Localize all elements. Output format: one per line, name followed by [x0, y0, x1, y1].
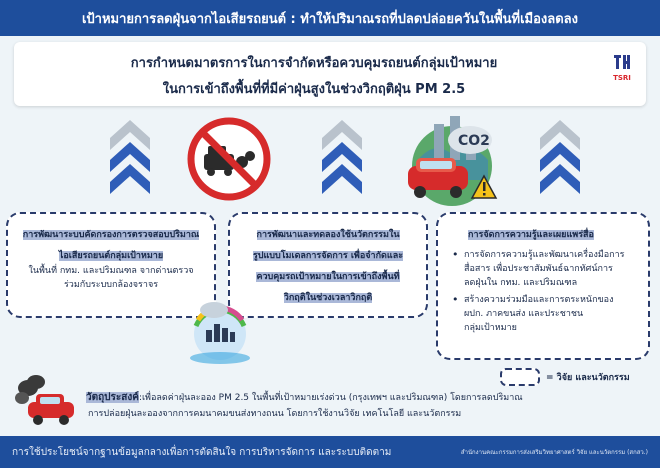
box1-body-1: ในพื้นที่ กทม. และปริมณฑล จากด่านตรวจ	[28, 266, 194, 276]
legend-label: = วิจัย และนวัตกรรม	[546, 373, 630, 383]
chevron-stack-1	[106, 116, 154, 206]
chevron-up-icon	[322, 164, 362, 194]
bullet-2-line-2: ผปก. ภาคขนส่ง และประชาชน	[464, 309, 584, 319]
box1-highlight-2: ไอเสียรถยนต์กลุ่มเป้าหมาย	[58, 251, 164, 261]
box2-line-4: วิกฤติในช่วงเวลาวิกฤติ	[283, 293, 373, 303]
bullet-1-line-3: ลดฝุ่นใน กทม. และปริมณฑล	[464, 278, 578, 288]
title-box	[14, 42, 646, 106]
box1-body-2: ร่วมกับระบบกล้องจราจร	[63, 280, 159, 290]
bullet-2-line-1: • สร้างความร่วมมือและการตระหนักของ	[464, 295, 614, 305]
heading-line-2: ในการเข้าถึงพื้นที่ที่มีค่าฝุ่นสูงในช่วงวิกฤติฝุ่น PM 2.5	[162, 82, 466, 97]
legend-swatch	[500, 368, 540, 386]
chevron-up-icon	[110, 164, 150, 194]
box2-line-2: รูปแบบโมเดลการจัดการ เพื่อจำกัดและ	[252, 251, 404, 261]
chevron-stack-2	[318, 116, 366, 206]
objective-line-2: การปล่อยฝุ่นละอองจากการคมนาคมขนส่งทางถนน โดยการใช้งานวิจัย เทคโนโลยี และนวัตกรรม	[88, 409, 462, 419]
list-item	[452, 293, 638, 335]
box3-bullet-list	[438, 248, 648, 335]
box2-line-1: การพัฒนาและทดลองใช้นวัตกรรมใน	[256, 230, 400, 240]
footer-lead: การใช้ประโยชน์จากฐานข้อมูลกลางเพื่อการตัดสินใจ การบริหารจัดการ และระบบติดตาม	[12, 446, 392, 458]
objective-label: วัตถุประสงค์	[86, 392, 139, 403]
heading-line-1: การกำหนดมาตรการในการจำกัดหรือควบคุมรถยนต์กลุ่มเป้าหมาย	[130, 56, 498, 71]
bullet-2-line-3: กลุ่มเป้าหมาย	[464, 323, 517, 333]
footer-org: สำนักงานคณะกรรมการส่งเสริมวิทยาศาสตร์ วิจัย และนวัตกรรม (สกสว.)	[460, 449, 648, 456]
car-co2-illustration	[394, 110, 510, 210]
list-item	[452, 248, 638, 290]
smoking-car-icon	[14, 374, 80, 430]
knowledge-management-box	[436, 212, 650, 360]
footer-banner	[0, 436, 660, 468]
no-polluting-car-icon	[186, 116, 272, 202]
banner-title: เป้าหมายการลดฝุ่นจากไอเสียรถยนต์ : ทำให้ปริมาณรถที่ปลดปล่อยควันในพื้นที่เมืองลดลง	[81, 11, 578, 27]
legend	[500, 366, 650, 388]
air-quality-globe-icon	[184, 296, 256, 368]
chevron-stack-3	[536, 116, 584, 206]
box3-heading: การจัดการความรู้และเผยแพร่สื่อ	[468, 230, 594, 240]
bullet-1-line-2: สื่อสาร เพื่อประชาสัมพันธ์ฉากทัศน์การ	[464, 264, 613, 274]
logo-text: TSRI	[613, 74, 631, 82]
tsri-logo	[608, 52, 636, 92]
objective-line-1: :เพื่อลดค่าฝุ่นละออง PM 2.5 ในพื้นที่เป้าหมายเร่งด่วน (กรุงเทพฯ และปริมณฑล) โดยการลดปริมาณ	[138, 393, 523, 403]
objective	[86, 390, 652, 430]
co2-label: CO2	[458, 133, 490, 149]
bullet-1-line-1: • การจัดการความรู้และพัฒนาเครื่องมือการ	[464, 250, 625, 260]
top-banner	[0, 0, 660, 36]
innovation-model-box	[228, 212, 428, 318]
tsri-logo-mark	[612, 52, 632, 72]
box1-highlight-1: การพัฒนาระบบคัดกรองการตรวจสอบปริมาณ	[22, 230, 200, 240]
chevron-up-icon	[540, 164, 580, 194]
box2-line-3: ควบคุมรถเป้าหมายในการเข้าถึงพื้นที่	[256, 272, 400, 282]
